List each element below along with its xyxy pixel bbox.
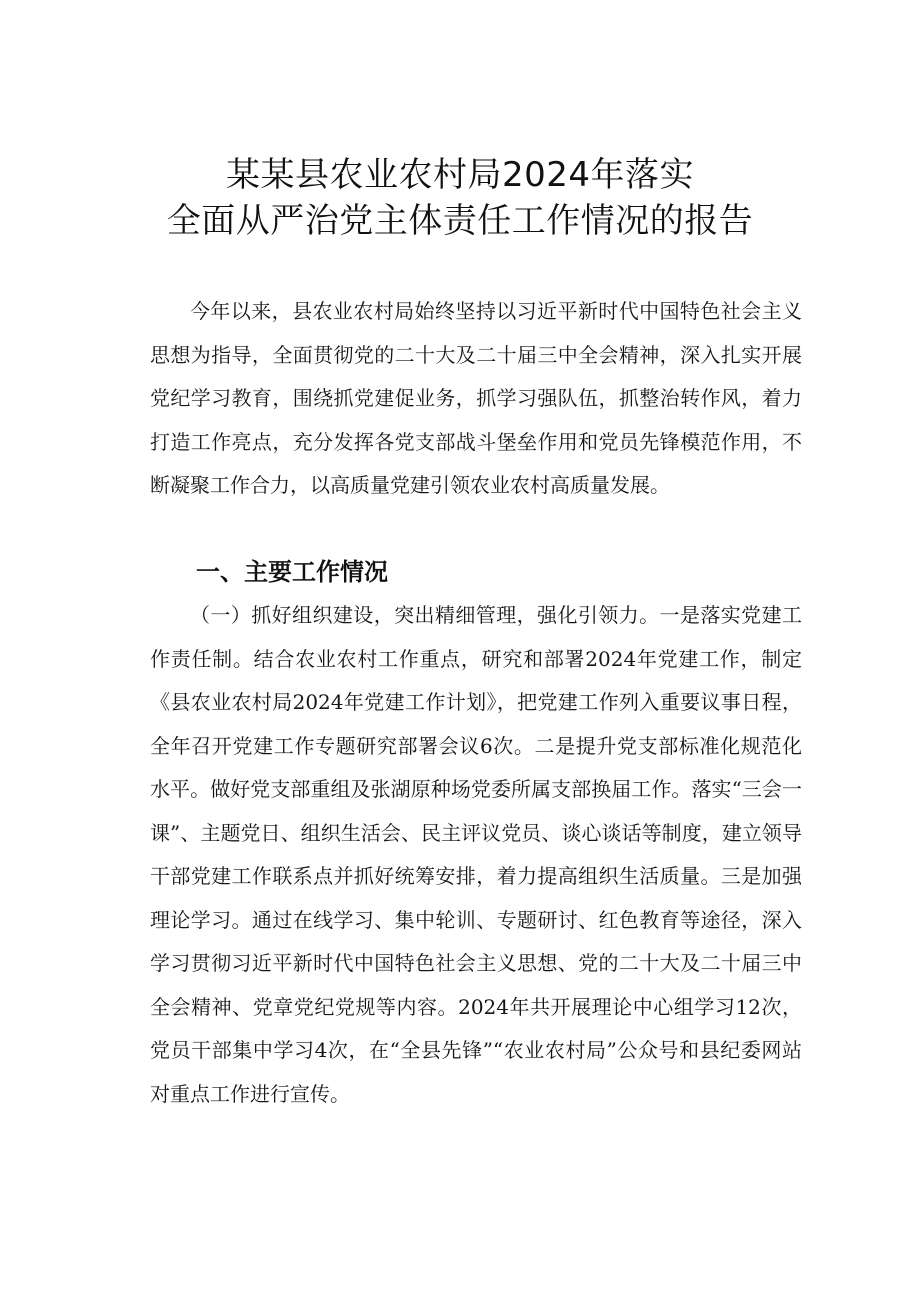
- document-title-line-1: 某某县农业农村局2024年落实: [225, 155, 695, 195]
- document-title-line-2: 全面从严治党主体责任工作情况的报告: [166, 201, 754, 241]
- section-heading-main-work: 一、主要工作情况: [196, 558, 388, 586]
- intro-paragraph: 今年以来，县农业农村局始终坚持以习近平新时代中国特色社会主义思想为指导，全面贯彻党的二十大及二十届三中全会精神，深入扎实开展党纪学习教育，围绕抓党建促业务，抓学习强队伍，抓整治转作风，着力打造工作亮点，充分发挥各党支部战斗堡垒作用和党员先锋模范作用，不断凝聚工作合力，以高质量党建引领农业农村高质量发展。: [150, 299, 802, 497]
- section-paragraph-organization: （一）抓好组织建设，突出精细管理，强化引领力。一是落实党建工作责任制。结合农业农村工作重点，研究和部署2024年党建工作，制定《县农业农村局2024年党建工作计划》，把党建工作列入重要议事日程，全年召开党建工作专题研究部署会议6次。二是提升党支部标准化规范化水平。做好党支部重组及张湖原种场党委所属支部换届工作。落实“三会一课”、主题党日、组织生活会、民主评议党员、谈心谈话等制度，建立领导干部党建工作联系点并抓好统筹安排，着力提高组织生活质量。三是加强理论学习。通过在线学习、集中轮训、专题研讨、红色教育等途径，深入学习贯彻习近平新时代中国特色社会主义思想、党的二十大及二十届三中全会精神、党章党纪党规等内容。2024年共开展理论中心组学习12次，党员干部集中学习4次，在“全县先锋”“农业农村局”公众号和县纪委网站对重点工作进行宣传。: [150, 603, 802, 1106]
